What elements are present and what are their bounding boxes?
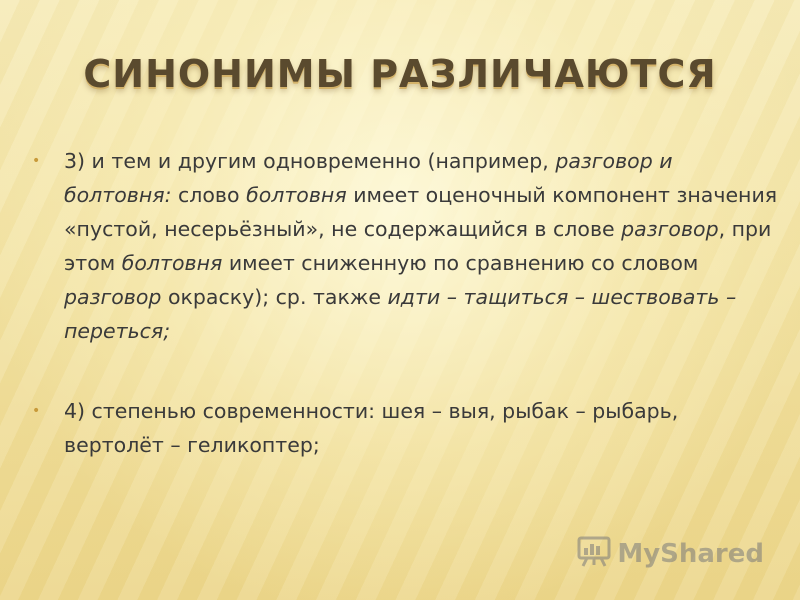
text-run: , при этом	[64, 217, 772, 275]
text-run: 3) и тем и другим одновременно (например,	[64, 149, 556, 173]
bullet-item	[32, 394, 782, 462]
bullet-marker: •	[32, 153, 41, 169]
bullet-text	[64, 144, 782, 348]
presentation-board-icon	[577, 535, 611, 572]
bullet-text: 4) степенью современности: шея – выя, рыбак – рыбарь, вертолёт – геликоптер;	[64, 399, 679, 457]
text-run: имеет сниженную по сравнению со словом	[222, 251, 699, 275]
text-run: слово	[171, 183, 247, 207]
slide-title: СИНОНИМЫ РАЗЛИЧАЮТСЯ	[83, 52, 717, 96]
italic-run: разговор	[64, 285, 162, 309]
bullet-marker: •	[32, 403, 41, 419]
text-run: имеет оценочный компонент значения «пустой, несерьёзный», не содержащийся в слове	[64, 183, 778, 241]
italic-run: и болтовня:	[64, 149, 673, 207]
watermark-text: MyShared	[617, 538, 764, 569]
text-run: окраску); ср. также	[161, 285, 388, 309]
bullet-item	[32, 144, 782, 348]
watermark-logo	[577, 535, 764, 572]
italic-run: разговор	[621, 217, 719, 241]
italic-run: болтовня	[246, 183, 347, 207]
italic-run: болтовня	[121, 251, 223, 275]
italic-run: идти – тащиться – шествовать – переться;	[64, 285, 737, 343]
italic-run: разговор	[555, 149, 653, 173]
